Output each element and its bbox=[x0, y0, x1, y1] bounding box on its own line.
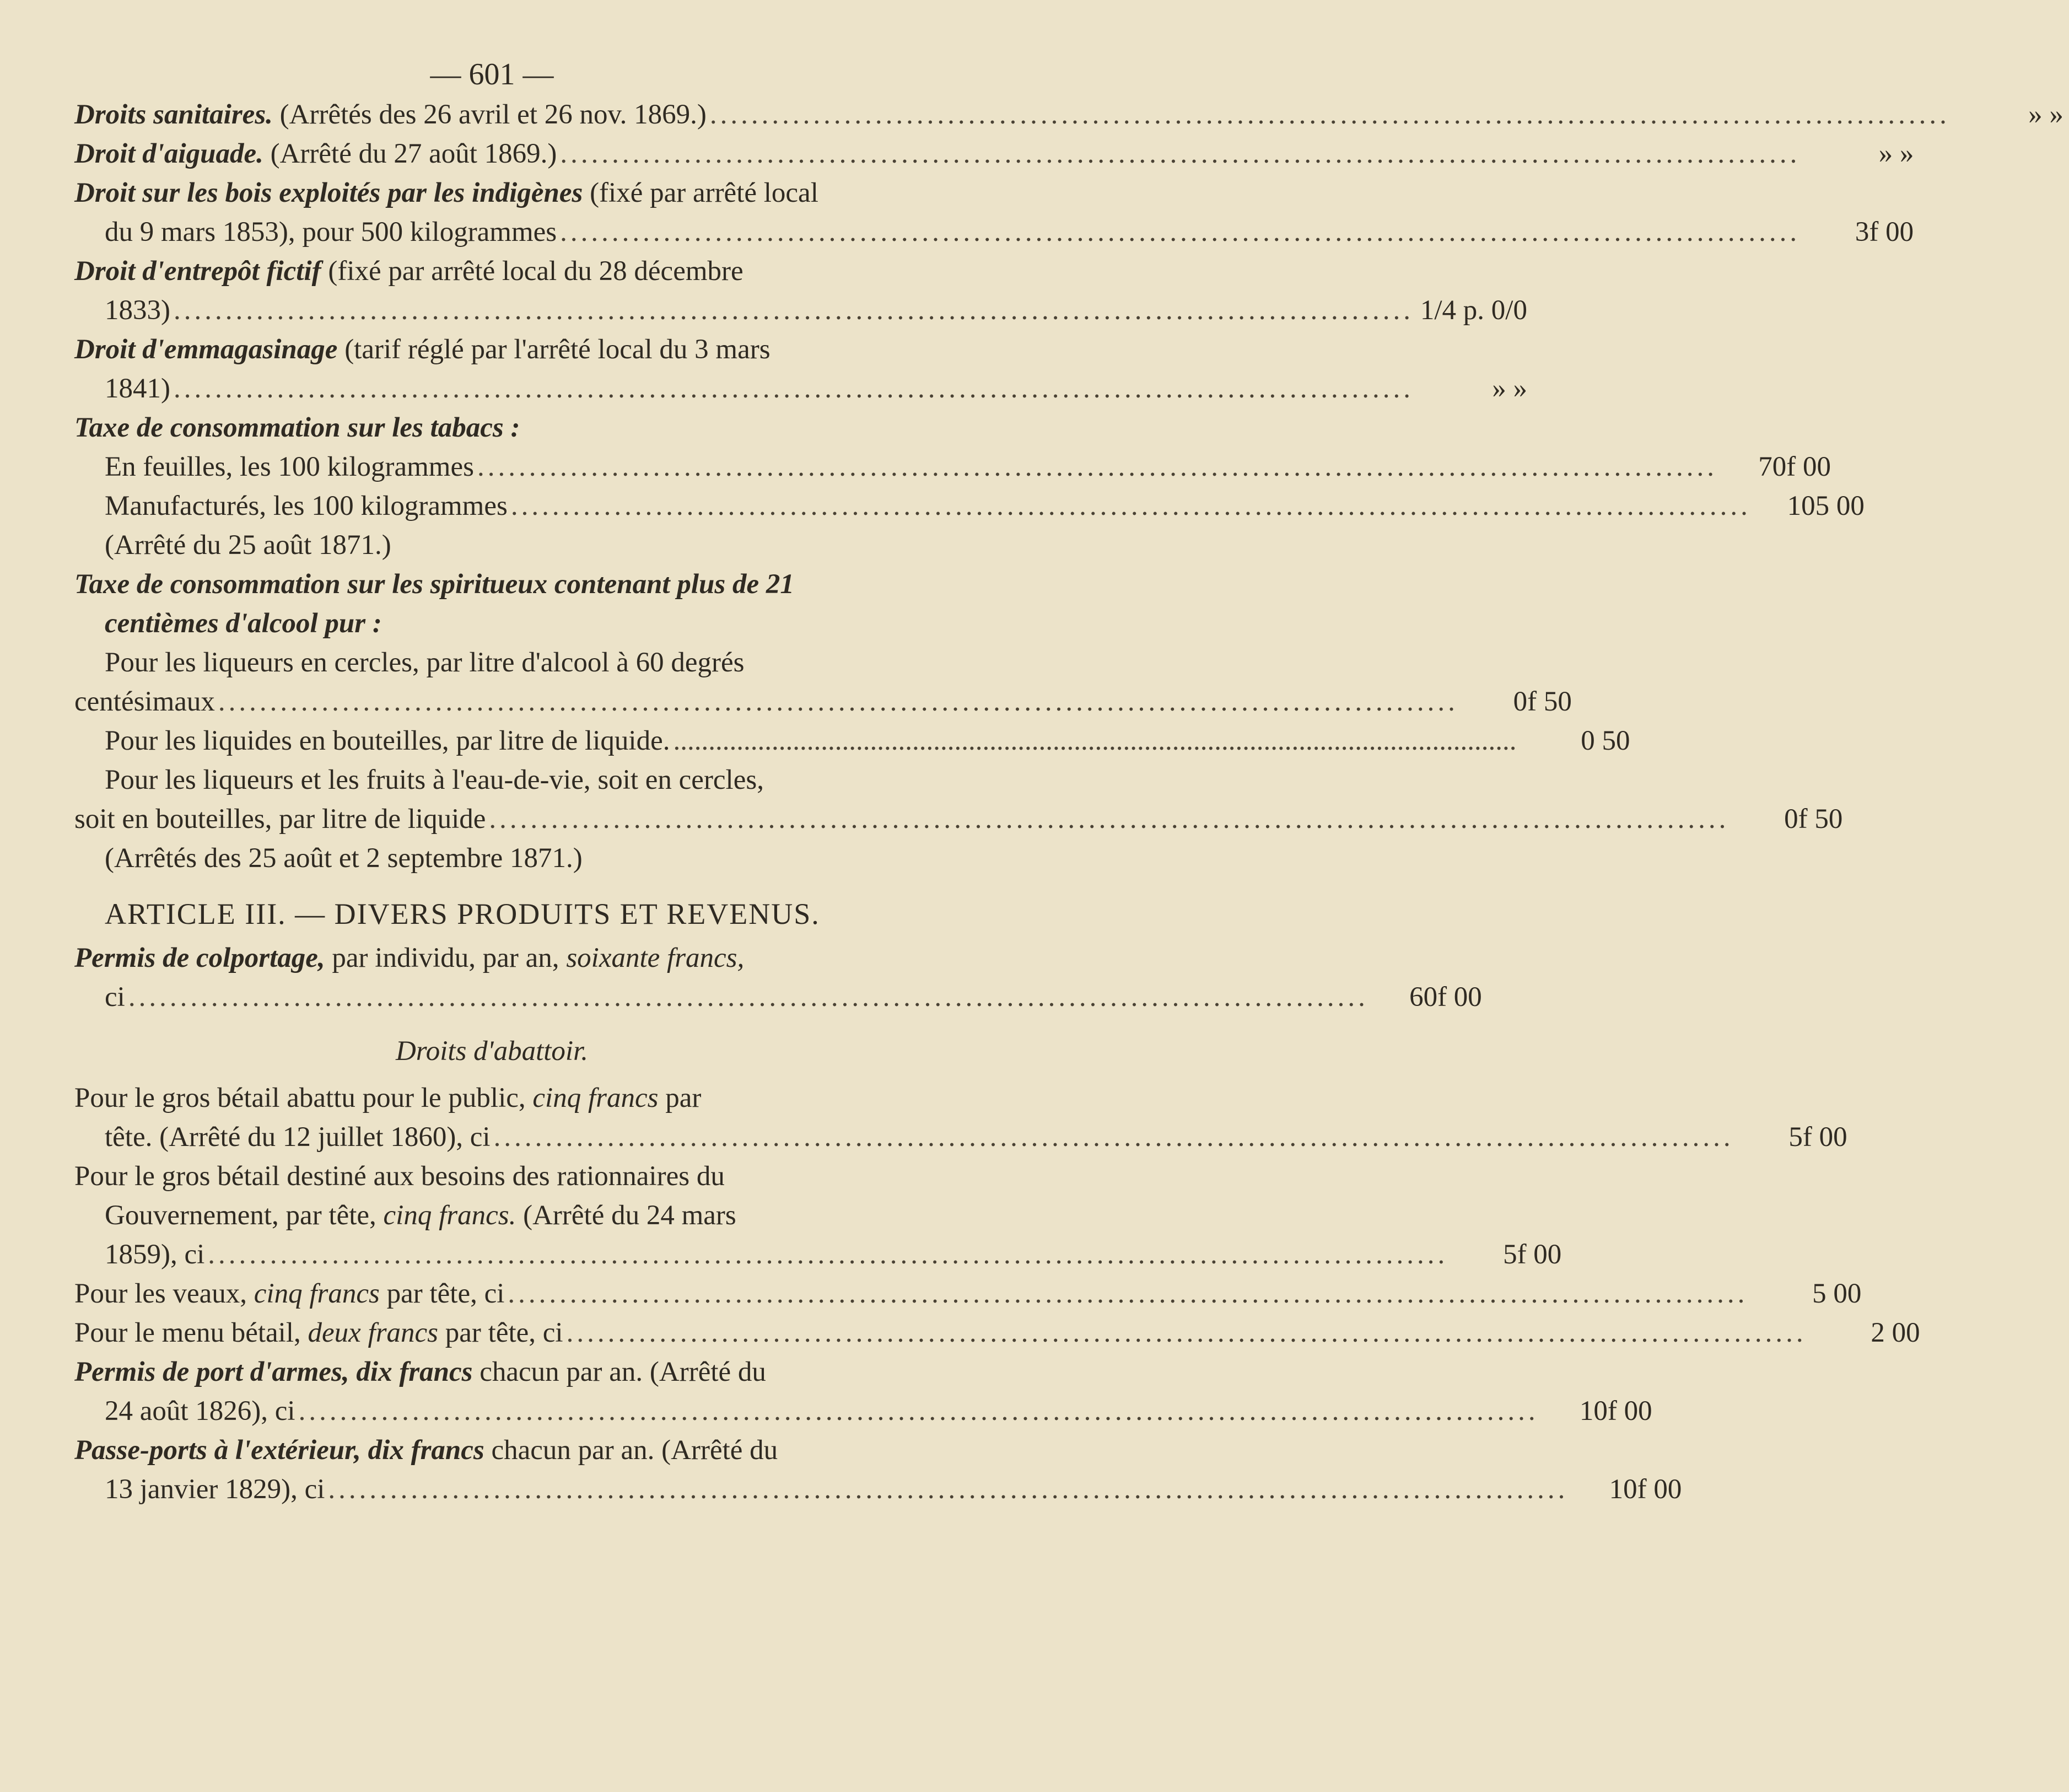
entry-amount: 70f 00 bbox=[1758, 451, 1831, 482]
entry-text: par tête, ci bbox=[438, 1317, 563, 1348]
entry-text: Pour les liqueurs et les fruits à l'eau-de-vie, soit en cercles, bbox=[105, 765, 764, 795]
entry-italic: deux francs bbox=[308, 1317, 439, 1348]
entry-amount: 0 50 bbox=[1581, 725, 1630, 756]
page-number: — 601 — bbox=[430, 57, 554, 92]
entry-menu-betail bbox=[74, 1314, 1920, 1353]
dot-leader: ........................................................................................................................ bbox=[673, 725, 1517, 756]
entry-title: Droit sur les bois exploités par les indigènes bbox=[74, 177, 583, 208]
entry-text: Gouvernement, par tête, bbox=[105, 1200, 384, 1231]
entry-text: (fixé par arrêté local bbox=[583, 177, 818, 208]
entry-text: 1859), ci bbox=[105, 1239, 205, 1270]
entry-amount: 0f 50 bbox=[1513, 686, 1572, 717]
entry-port-armes-l1 bbox=[74, 1353, 909, 1392]
section-taxe-tabacs bbox=[74, 408, 909, 448]
entry-spiritueux-fruits-l2 bbox=[74, 800, 1843, 839]
entry-text: Pour les liqueurs en cercles, par litre d'alcool à 60 degrés bbox=[105, 647, 745, 678]
entry-title: Permis de port d'armes, dix francs bbox=[74, 1357, 473, 1387]
entry-amount: 5f 00 bbox=[1788, 1122, 1847, 1153]
entry-text: (Arrêté du 27 août 1869.) bbox=[263, 138, 557, 169]
entry-text: En feuilles, les 100 kilogrammes bbox=[105, 451, 474, 482]
dot-leader: ........................................................................................................................ bbox=[298, 1396, 1539, 1427]
entry-text: tête. (Arrêté du 12 juillet 1860), ci bbox=[105, 1122, 491, 1153]
section-taxe-spiritueux-l2 bbox=[74, 604, 909, 643]
dot-leader: ........................................................................................................................ bbox=[477, 451, 1717, 482]
dot-leader: ........................................................................................................................ bbox=[489, 804, 1729, 835]
entry-droits-sanitaires bbox=[74, 95, 2063, 134]
entry-text: Pour les veaux, bbox=[74, 1278, 254, 1309]
dot-leader: ........................................................................................................................ bbox=[208, 1239, 1448, 1270]
entry-amount: 1/4 p. 0/0 bbox=[1420, 295, 1527, 326]
arrete-text: (Arrêtés des 25 août et 2 septembre 1871.) bbox=[105, 843, 583, 874]
entry-spiritueux-bouteilles bbox=[74, 722, 1630, 761]
entry-text: (Arrêtés des 26 avril et 26 nov. 1869.) bbox=[272, 99, 707, 130]
dot-leader: ........................................................................................................................ bbox=[493, 1122, 1734, 1153]
entry-text: (tarif réglé par l'arrêté local du 3 mars bbox=[337, 334, 771, 365]
entry-spiritueux-cercles-l1 bbox=[74, 643, 909, 682]
entry-droit-bois-l1 bbox=[74, 174, 909, 213]
entry-text: centésimaux bbox=[74, 686, 215, 717]
entry-gros-public-l1 bbox=[74, 1079, 909, 1118]
entry-tabacs-feuilles bbox=[74, 448, 1831, 487]
entry-tabacs-manufactures bbox=[74, 487, 1865, 526]
entry-passe-ports-l1 bbox=[74, 1431, 909, 1470]
dot-leader: ........................................................................................................................ bbox=[218, 686, 1458, 717]
entry-spiritueux-fruits-l1 bbox=[74, 761, 909, 800]
entry-text: 1841) bbox=[105, 373, 170, 404]
entry-title: Droit d'aiguade. bbox=[74, 138, 263, 169]
dot-leader: ........................................................................................................................ bbox=[560, 217, 1801, 247]
entry-amount: 105 00 bbox=[1787, 491, 1865, 521]
entry-amount: 5f 00 bbox=[1503, 1239, 1562, 1270]
dot-leader: ........................................................................................................................ bbox=[709, 99, 1950, 130]
entry-amount: 10f 00 bbox=[1579, 1396, 1652, 1427]
dot-leader: ........................................................................................................................ bbox=[173, 295, 1414, 326]
entry-title: Passe-ports à l'extérieur, dix francs bbox=[74, 1435, 484, 1466]
section-title: Taxe de consommation sur les tabacs : bbox=[74, 412, 520, 443]
entry-text: (fixé par arrêté local du 28 décembre bbox=[321, 256, 743, 287]
entry-gros-public-l2 bbox=[74, 1118, 1847, 1157]
entry-text: Pour le gros bétail destiné aux besoins des rationnaires du bbox=[74, 1161, 725, 1192]
entry-text: par bbox=[658, 1083, 702, 1113]
entry-text: du 9 mars 1853), pour 500 kilogrammes bbox=[105, 217, 557, 247]
entry-text: Pour le menu bétail, bbox=[74, 1317, 308, 1348]
entry-italic: cinq francs bbox=[532, 1083, 659, 1113]
entry-italic: cinq francs bbox=[254, 1278, 380, 1309]
entry-droit-entrepot-l2 bbox=[74, 291, 1527, 330]
entry-text: 24 août 1826), ci bbox=[105, 1396, 295, 1427]
dot-leader: ........................................................................................................................ bbox=[328, 1474, 1569, 1505]
abattoir-heading: Droits d'abattoir. bbox=[395, 1036, 589, 1067]
entry-title: Droit d'entrepôt fictif bbox=[74, 256, 321, 287]
entry-amount: 2 00 bbox=[1871, 1317, 1920, 1348]
entry-colportage-l2 bbox=[74, 978, 1482, 1017]
entry-colportage-l1 bbox=[74, 939, 909, 978]
entry-droit-entrepot-l1 bbox=[74, 252, 909, 291]
dot-leader: ........................................................................................................................ bbox=[560, 138, 1801, 169]
dot-leader: ........................................................................................................................ bbox=[508, 1278, 1748, 1309]
entry-italic: cinq francs. bbox=[383, 1200, 516, 1231]
entry-amount: 3f 00 bbox=[1855, 217, 1914, 247]
entry-gros-gouv-l1 bbox=[74, 1157, 909, 1196]
entry-title: Droits sanitaires. bbox=[74, 99, 273, 130]
entry-title: Permis de colportage, bbox=[74, 943, 325, 973]
dot-leader: ........................................................................................................................ bbox=[173, 373, 1414, 404]
entry-text: Pour le gros bétail abattu pour le public, bbox=[74, 1083, 533, 1113]
dot-leader: ........................................................................................................................ bbox=[510, 491, 1751, 521]
entry-passe-ports-l2 bbox=[74, 1470, 1682, 1509]
entries-block bbox=[74, 95, 2063, 1509]
entry-title: Droit d'emmagasinage bbox=[74, 334, 338, 365]
entry-amount: 0f 50 bbox=[1784, 804, 1843, 835]
entry-text: soit en bouteilles, par litre de liquide bbox=[74, 804, 486, 835]
entry-text: Pour les liquides en bouteilles, par litre de liquide. bbox=[105, 725, 670, 756]
section-taxe-spiritueux-l1 bbox=[74, 565, 909, 604]
entry-text: 1833) bbox=[105, 295, 170, 326]
entry-text: chacun par an. (Arrêté du bbox=[484, 1435, 778, 1466]
entry-droit-emmagasinage-l1 bbox=[74, 330, 909, 369]
entry-droit-aiguade bbox=[74, 134, 1914, 174]
entry-text: chacun par an. (Arrêté du bbox=[472, 1357, 766, 1387]
entry-gros-gouv-l3 bbox=[74, 1235, 1562, 1274]
entry-amount: » » bbox=[1878, 138, 1914, 169]
entry-spiritueux-cercles-l2 bbox=[74, 682, 1572, 722]
article-heading: ARTICLE III. — DIVERS PRODUITS ET REVENUS. bbox=[105, 897, 820, 930]
dot-leader: ........................................................................................................................ bbox=[128, 982, 1368, 1013]
entry-veaux bbox=[74, 1274, 1862, 1314]
entry-amount: » » bbox=[1492, 373, 1527, 404]
entry-text: 13 janvier 1829), ci bbox=[105, 1474, 325, 1505]
page-text bbox=[74, 0, 2063, 1509]
arrete-text: (Arrêté du 25 août 1871.) bbox=[105, 530, 391, 561]
entry-italic: soixante francs, bbox=[566, 943, 745, 973]
entry-amount: » » bbox=[2028, 99, 2063, 130]
entry-droit-emmagasinage-l2 bbox=[74, 369, 1527, 408]
entry-amount: 5 00 bbox=[1812, 1278, 1862, 1309]
entry-droit-bois-l2 bbox=[74, 213, 1914, 252]
entry-amount: 10f 00 bbox=[1609, 1474, 1682, 1505]
section-title-cont: centièmes d'alcool pur : bbox=[105, 608, 382, 639]
arrete-tabacs bbox=[74, 526, 909, 565]
entry-amount: 60f 00 bbox=[1409, 982, 1482, 1013]
entry-text: Manufacturés, les 100 kilogrammes bbox=[105, 491, 508, 521]
entry-text: par tête, ci bbox=[379, 1278, 505, 1309]
entry-text: par individu, par an, bbox=[325, 943, 567, 973]
entry-text: (Arrêté du 24 mars bbox=[516, 1200, 736, 1231]
entry-gros-gouv-l2 bbox=[74, 1196, 909, 1235]
section-title: Taxe de consommation sur les spiritueux contenant plus de 21 bbox=[74, 569, 794, 600]
arrete-spiritueux bbox=[74, 839, 909, 878]
entry-port-armes-l2 bbox=[74, 1392, 1652, 1431]
dot-leader: ........................................................................................................................ bbox=[566, 1317, 1807, 1348]
entry-text: ci bbox=[105, 982, 125, 1013]
